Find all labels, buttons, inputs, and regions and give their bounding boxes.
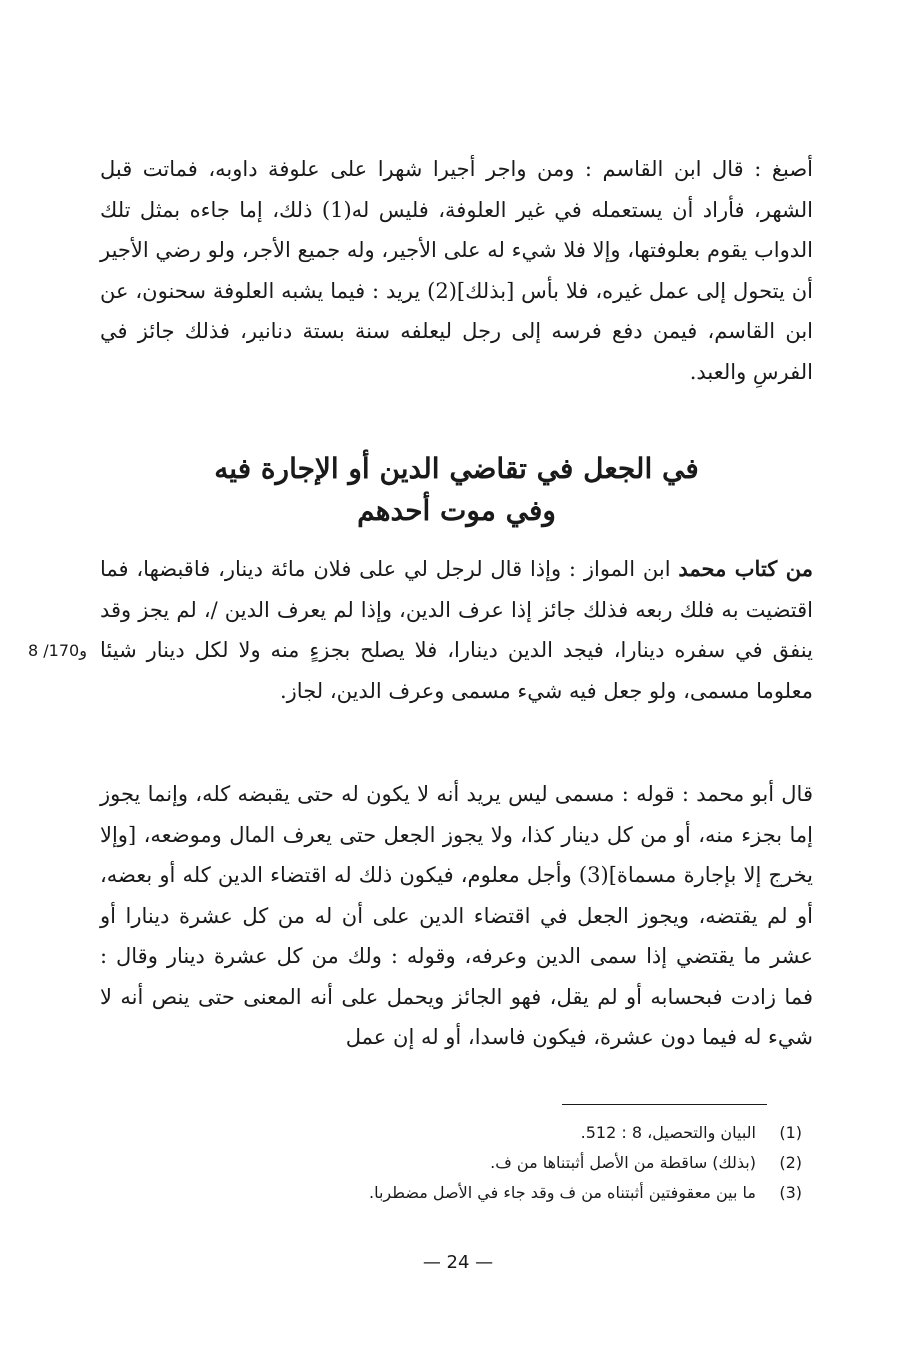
footnote-3 [202, 1182, 802, 1204]
footnote-text: البيان والتحصيل، 8 : 512. [580, 1123, 756, 1142]
footnote-number: (3) [779, 1183, 802, 1202]
page-number: — 24 — [422, 1252, 494, 1273]
footnote-number: (2) [779, 1153, 802, 1172]
paragraph-asbagh: أصبغ : قال ابن القاسم : ومن واجر أجيرا شهرا على علوفة داوبه، فماتت قبل الشهر، فأراد أن يستعمله في غير العلوفة، فليس له(1) ذلك، إما جاءه بمثل تلك الدواب يقوم بعلوفتها، وإلا فلا شيء له على الأجير، وله جميع الأجر، ولو رضي الأجير أن يتحول إلى عمل غيره، فلا بأس [بذلك](2) يريد : فيما يشبه العلوفة سحنون، عن ابن القاسم، فيمن دفع فرسه إلى رجل ليعلفه سنة بستة دنانير، فذلك جائز في الفرسِ والعبد. [100, 157, 813, 384]
footnote-1 [202, 1122, 802, 1144]
source-reference: من كتاب محمد [678, 556, 813, 581]
footnote-text: ما بين معقوفتين أثبتناه من ف وقد جاء في الأصل مضطربا. [368, 1183, 756, 1202]
footnote-separator [562, 1104, 767, 1105]
section-heading-line1: في الجعل في تقاضي الدين أو الإجارة فيه [214, 452, 699, 485]
footnote-2 [202, 1152, 802, 1174]
footnote-text: (بذلك) ساقطة من الأصل أثبتناها من ف. [490, 1153, 756, 1172]
paragraph-body: ابن المواز : وإذا قال لرجل لي على فلان مائة دينار، فاقبضها، فما اقتضيت به فلك ربعه فذلك جائز إذا عرف الدين، وإذا لم يعرف الدين /، لم يجز وقد ينفق في سفره دينارا، فيجد الدين دينارا، فلا يصلح بجزءٍ منه ولا لكل دينار شيئا معلوما مسمى، ولو جعل فيه شيء مسمى وعرف الدين، لجاز. [100, 557, 813, 703]
paragraph-abu-muhammad: قال أبو محمد : قوله : مسمى ليس يريد أنه لا يكون له حتى يقبضه كله، وإنما يجوز إما بجزء منه، أو من كل دينار كذا، ولا يجوز الجعل حتى يعرف المال وموضعه، [وإلا يخرج إلا بإجارة مسماة](3) وأجل معلوم، فيكون ذلك له اقتضاء الدين كله أو بعضه، أو لم يقتضه، ويجوز الجعل في اقتضاء الدين على أن له من كل عشرة دينارا أو عشر ما يقتضي إذا سمى الدين وعرفه، وقوله : ولك من كل عشرة دينار وقال : فما زادت فبحسابه أو لم يقل، فهو الجائز ويحمل على أنه المعنى حتى ينص أنه لا شيء له فيما دون عشرة، فيكون فاسدا، أو له إن عمل [100, 782, 813, 1049]
section-heading-line2: وفي موت أحدهم [357, 494, 556, 527]
paragraph-kitab-muhammad [100, 549, 813, 711]
footnote-number: (1) [779, 1123, 802, 1142]
manuscript-folio-marker: 8 /170و [28, 641, 87, 660]
